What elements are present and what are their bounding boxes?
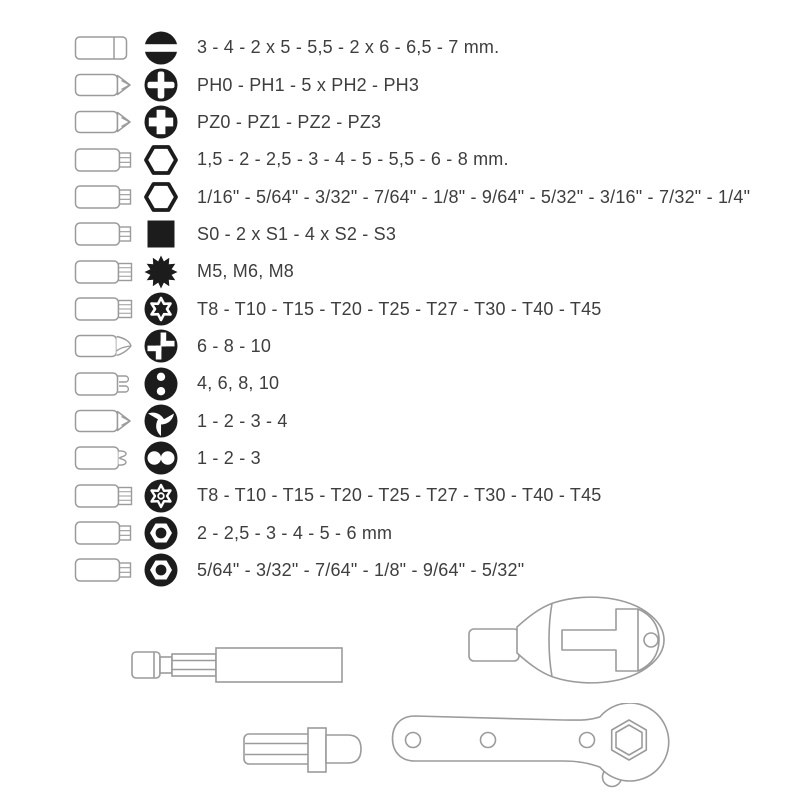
bit-sizes-label: PZ0 - PZ1 - PZ2 - PZ3 bbox=[197, 111, 382, 132]
bit-row-hex-imperial bbox=[74, 178, 750, 215]
bit-sizes-label: 3 - 4 - 2 x 5 - 5,5 - 2 x 6 - 6,5 - 7 mm. bbox=[197, 37, 500, 58]
bit-sizes-label: 1 - 2 - 3 - 4 bbox=[197, 410, 288, 431]
bit-side-view bbox=[74, 107, 136, 137]
bit-row-torq-set bbox=[74, 328, 750, 365]
bit-sizes-label: PH0 - PH1 - 5 x PH2 - PH3 bbox=[197, 74, 420, 95]
bit-row-torx bbox=[74, 290, 750, 327]
bit-side-view bbox=[74, 257, 136, 287]
bit-side-view bbox=[74, 481, 136, 511]
bit-sizes-label: 1 - 2 - 3 bbox=[197, 447, 261, 468]
bit-row-torx-security bbox=[74, 477, 750, 514]
bit-side-view bbox=[74, 331, 136, 361]
pozidriv-icon bbox=[143, 104, 179, 140]
ratchet-wrench bbox=[388, 703, 678, 791]
bit-sizes-label: M5, M6, M8 bbox=[197, 261, 295, 282]
bit-side-view bbox=[74, 555, 136, 585]
bit-side-view bbox=[74, 33, 136, 63]
bit-side-view bbox=[74, 70, 136, 100]
bit-row-hex-metric bbox=[74, 141, 750, 178]
bit-sizes-label: 5/64" - 3/32" - 7/64" - 1/8" - 9/64" - 5/32" bbox=[197, 559, 525, 580]
bit-row-square bbox=[74, 216, 750, 253]
bit-side-view bbox=[74, 219, 136, 249]
bit-row-spline bbox=[74, 253, 750, 290]
stubby-driver-handle bbox=[465, 592, 672, 689]
bit-side-view bbox=[74, 294, 136, 324]
bit-side-view bbox=[74, 443, 136, 473]
bit-sizes-label: 1/16" - 5/64" - 3/32" - 7/64" - 1/8" - 9/64" - 5/32" - 3/16" - 7/32" - 1/4" bbox=[197, 186, 751, 207]
bit-list bbox=[74, 29, 750, 589]
bit-side-view bbox=[74, 406, 136, 436]
hex-icon bbox=[143, 142, 179, 178]
bit-row-phillips bbox=[74, 66, 750, 103]
bit-side-view bbox=[74, 182, 136, 212]
bit-sizes-label: 2 - 2,5 - 3 - 4 - 5 - 6 mm bbox=[197, 522, 393, 543]
bit-side-view bbox=[74, 145, 136, 175]
bit-row-clutch bbox=[74, 440, 750, 477]
bit-sizes-label: 6 - 8 - 10 bbox=[197, 335, 272, 356]
bit-side-view bbox=[74, 518, 136, 548]
bit-side-view bbox=[74, 369, 136, 399]
torx-security-icon bbox=[143, 478, 179, 514]
bit-row-pozidriv bbox=[74, 104, 750, 141]
bit-row-spanner bbox=[74, 365, 750, 402]
bit-sizes-label: 4, 6, 8, 10 bbox=[197, 373, 280, 394]
tri-wing-icon bbox=[143, 403, 179, 439]
slotted-icon bbox=[143, 30, 179, 66]
bit-sizes-label: 1,5 - 2 - 2,5 - 3 - 4 - 5 - 5,5 - 6 - 8 mm. bbox=[197, 149, 509, 170]
bit-row-hex-security-imperial bbox=[74, 552, 750, 589]
bit-holder-extension bbox=[130, 640, 345, 690]
torq-set-icon bbox=[143, 328, 179, 364]
bit-sizes-label: S0 - 2 x S1 - 4 x S2 - S3 bbox=[197, 223, 397, 244]
spanner-icon bbox=[143, 366, 179, 402]
hex-icon bbox=[143, 179, 179, 215]
phillips-icon bbox=[143, 67, 179, 103]
hex-security-icon bbox=[143, 552, 179, 588]
square-icon bbox=[143, 216, 179, 252]
bit-row-slotted bbox=[74, 29, 750, 66]
bit-row-tri-wing bbox=[74, 402, 750, 439]
hex-security-icon bbox=[143, 515, 179, 551]
torx-icon bbox=[143, 291, 179, 327]
bit-sizes-label: T8 - T10 - T15 - T20 - T25 - T27 - T30 - T40 - T45 bbox=[197, 298, 602, 319]
bit-sizes-label: T8 - T10 - T15 - T20 - T25 - T27 - T30 - T40 - T45 bbox=[197, 485, 602, 506]
bit-row-hex-security-metric bbox=[74, 514, 750, 551]
hex-adapter bbox=[240, 724, 366, 776]
spline-icon bbox=[143, 254, 179, 290]
clutch-icon bbox=[143, 440, 179, 476]
